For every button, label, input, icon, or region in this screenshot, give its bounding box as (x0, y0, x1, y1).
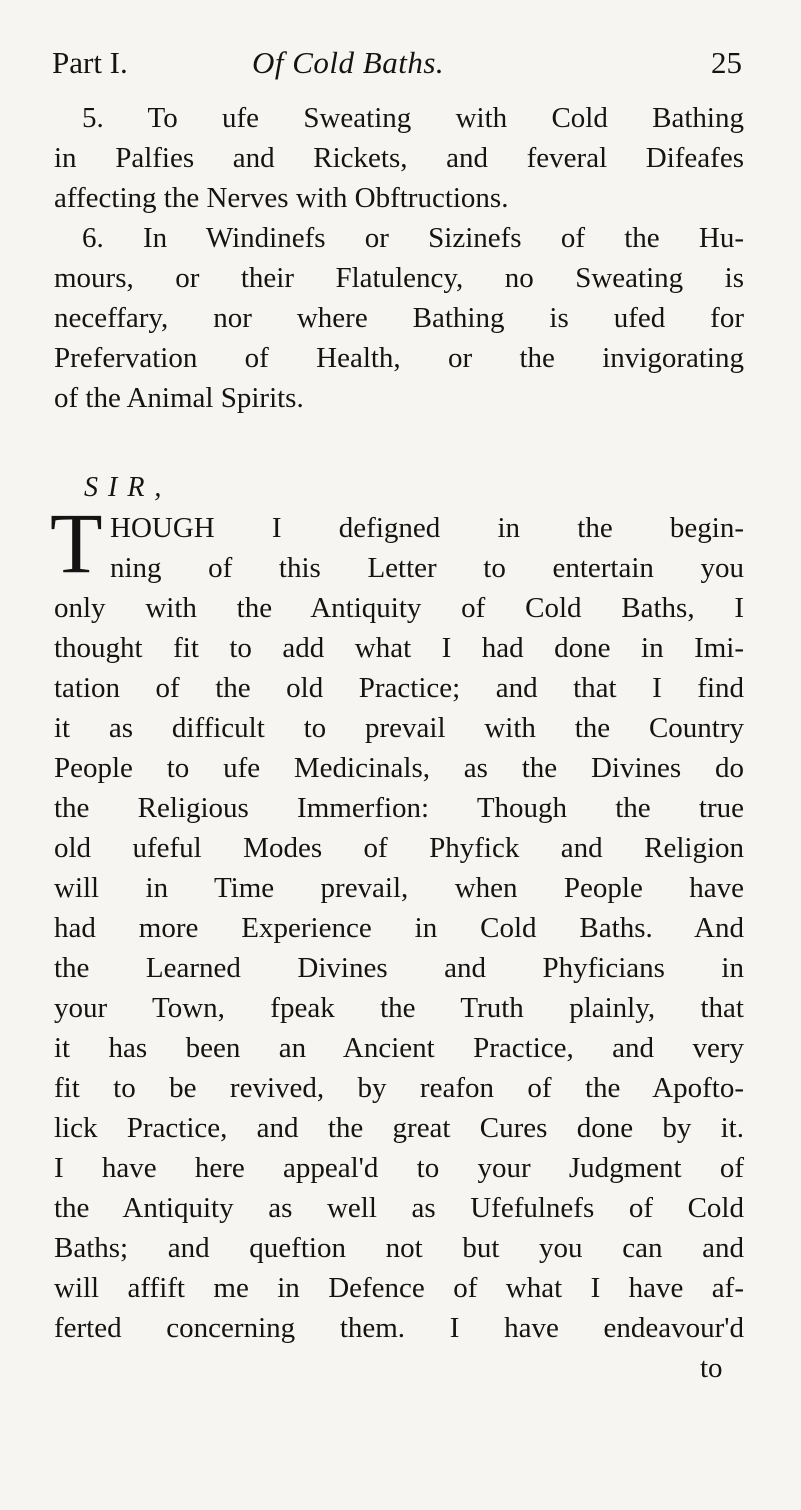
text-line: Baths; and queftion not but you can and (54, 1232, 744, 1264)
text-line: ning of this Letter to entertain you (110, 552, 744, 584)
running-header (52, 38, 742, 88)
text-line: the Learned Divines and Phyficians in (54, 952, 744, 984)
text-line: I have here appeal'd to your Judgment of (54, 1152, 744, 1184)
text-line: fit to be revived, by reafon of the Apofto- (54, 1072, 744, 1104)
text-line: the Religious Immerfion: Though the true (54, 792, 744, 824)
text-line: lick Practice, and the great Cures done by it. (54, 1112, 744, 1144)
text-line: had more Experience in Cold Baths. And (54, 912, 744, 944)
text-line: affecting the Nerves with Obftructions. (54, 182, 509, 214)
text-line: tation of the old Practice; and that I find (54, 672, 744, 704)
text-line: ferted concerning them. I have endeavour'd (54, 1312, 744, 1344)
text-line: the Antiquity as well as Ufefulnefs of Cold (54, 1192, 744, 1224)
text-line: it has been an Ancient Practice, and very (54, 1032, 744, 1064)
text-line: it as difficult to prevail with the Country (54, 712, 744, 744)
catchword: to (700, 1352, 723, 1384)
text-line: mours, or their Flatulency, no Sweating is (54, 262, 744, 294)
drop-cap: T (50, 495, 103, 591)
salutation: SIR, (84, 472, 172, 503)
text-line: old ufeful Modes of Phyfick and Religion (54, 832, 744, 864)
text-line: 6. In Windinefs or Sizinefs of the Hu- (82, 222, 744, 254)
header-part: Part I. (52, 45, 128, 80)
text-line: will in Time prevail, when People have (54, 872, 744, 904)
header-title: Of Cold Baths. (252, 45, 445, 80)
text-line: will affift me in Defence of what I have af- (54, 1272, 744, 1304)
text-line: HOUGH I defigned in the begin- (110, 512, 744, 544)
text-line: your Town, fpeak the Truth plainly, that (54, 992, 744, 1024)
page-number: 25 (711, 45, 742, 80)
text-line: of the Animal Spirits. (54, 382, 304, 414)
text-line: 5. To ufe Sweating with Cold Bathing (82, 102, 744, 134)
text-line: in Palfies and Rickets, and feveral Difeafes (54, 142, 744, 174)
text-line: thought fit to add what I had done in Imi- (54, 632, 744, 664)
text-line: People to ufe Medicinals, as the Divines do (54, 752, 744, 784)
text-line: only with the Antiquity of Cold Baths, I (54, 592, 744, 624)
text-line: Prefervation of Health, or the invigorating (54, 342, 744, 374)
text-line: neceffary, nor where Bathing is ufed for (54, 302, 744, 334)
